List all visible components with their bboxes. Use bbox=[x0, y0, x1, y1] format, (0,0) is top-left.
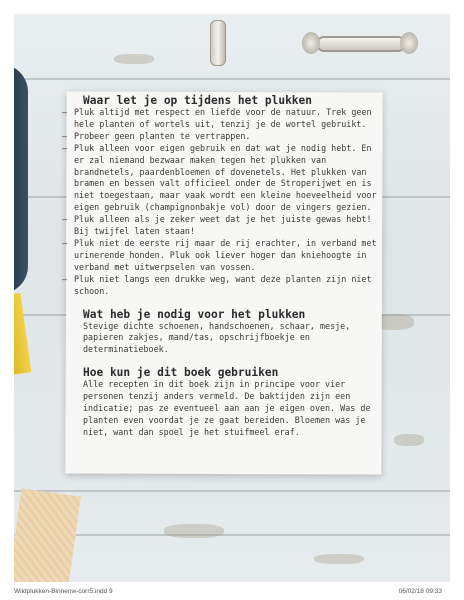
paragraph-nodig: Stevige dichte schoenen, handschoenen, schaar, mesje, papieren zakjes, mand/tas, opschrijfboekje en determinatieboek. bbox=[83, 320, 351, 355]
list-item: – Pluk niet de eerste rij maar de rij erachter, in verband met urinerende honden. Pluk ook liever hoger dan kniehoogte in verband met uitwerpselen van vossen. bbox=[62, 237, 377, 272]
plank-seam bbox=[14, 78, 450, 80]
plank-seam bbox=[14, 534, 450, 536]
hinge-left bbox=[210, 20, 226, 66]
tips-list bbox=[62, 107, 382, 298]
list-item: – Pluk alleen als je zeker weet dat je het juiste gewas hebt! Bij twijfel laten staan! bbox=[62, 214, 372, 237]
page-content bbox=[62, 94, 382, 439]
plank-seam bbox=[14, 490, 450, 492]
paint-flake bbox=[394, 434, 424, 446]
drawer-handle bbox=[302, 32, 418, 54]
dark-fabric bbox=[14, 64, 28, 294]
list-item: – Pluk niet langs een drukke weg, want deze planten zijn niet schoon. bbox=[62, 273, 372, 296]
paint-flake bbox=[164, 524, 224, 538]
list-item: – Pluk altijd met respect en liefde voor de natuur. Trek geen hele planten of wortels uit, tenzij je de wortel gebruikt. bbox=[62, 107, 372, 129]
linen-cloth bbox=[14, 488, 81, 582]
list-item: – Probeer geen planten te vertrappen. bbox=[62, 130, 251, 141]
heading-nodig: Wat heb je nodig voor het plukken bbox=[83, 307, 306, 321]
yellow-object bbox=[14, 293, 31, 375]
file-name: Wildplukken-Binnenw-corr5.indd 9 bbox=[14, 588, 113, 595]
paint-flake bbox=[314, 554, 364, 564]
handle-bar bbox=[316, 36, 406, 52]
handle-cap-left bbox=[302, 32, 320, 54]
heading-plukken: Waar let je op tijdens het plukken bbox=[83, 94, 313, 107]
paint-flake bbox=[114, 54, 154, 64]
print-slug bbox=[14, 586, 450, 598]
handle-cap-right bbox=[400, 32, 418, 54]
paragraph-gebruiken: Alle recepten in dit boek zijn in principe voor vier personen tenzij anders vermeld. De baktijden zijn een indicatie; pas ze eventueel aan aan je eigen oven. Was de planten even voordat je ze gaat bereiden. Bloemen was je niet, want dan spoel je het stuifmeel eraf. bbox=[83, 379, 371, 437]
print-date: 06/02/18 09:33 bbox=[398, 588, 442, 595]
heading-gebruiken: Hoe kun je dit boek gebruiken bbox=[83, 366, 279, 380]
list-item: – Pluk alleen voor eigen gebruik en dat wat je nodig hebt. En er zal niemand bezwaar maken tegen het plukken van brandnetels, paardenbloemen of dovenetels. Het plukken van bramen en bessen valt officieel onder de Stroperijwet en is niet toegestaan, maar vaak wordt een kleine hoeveelheid voor eigen gebruik (champignonbakje vol) door de vingers gezien. bbox=[62, 142, 377, 213]
